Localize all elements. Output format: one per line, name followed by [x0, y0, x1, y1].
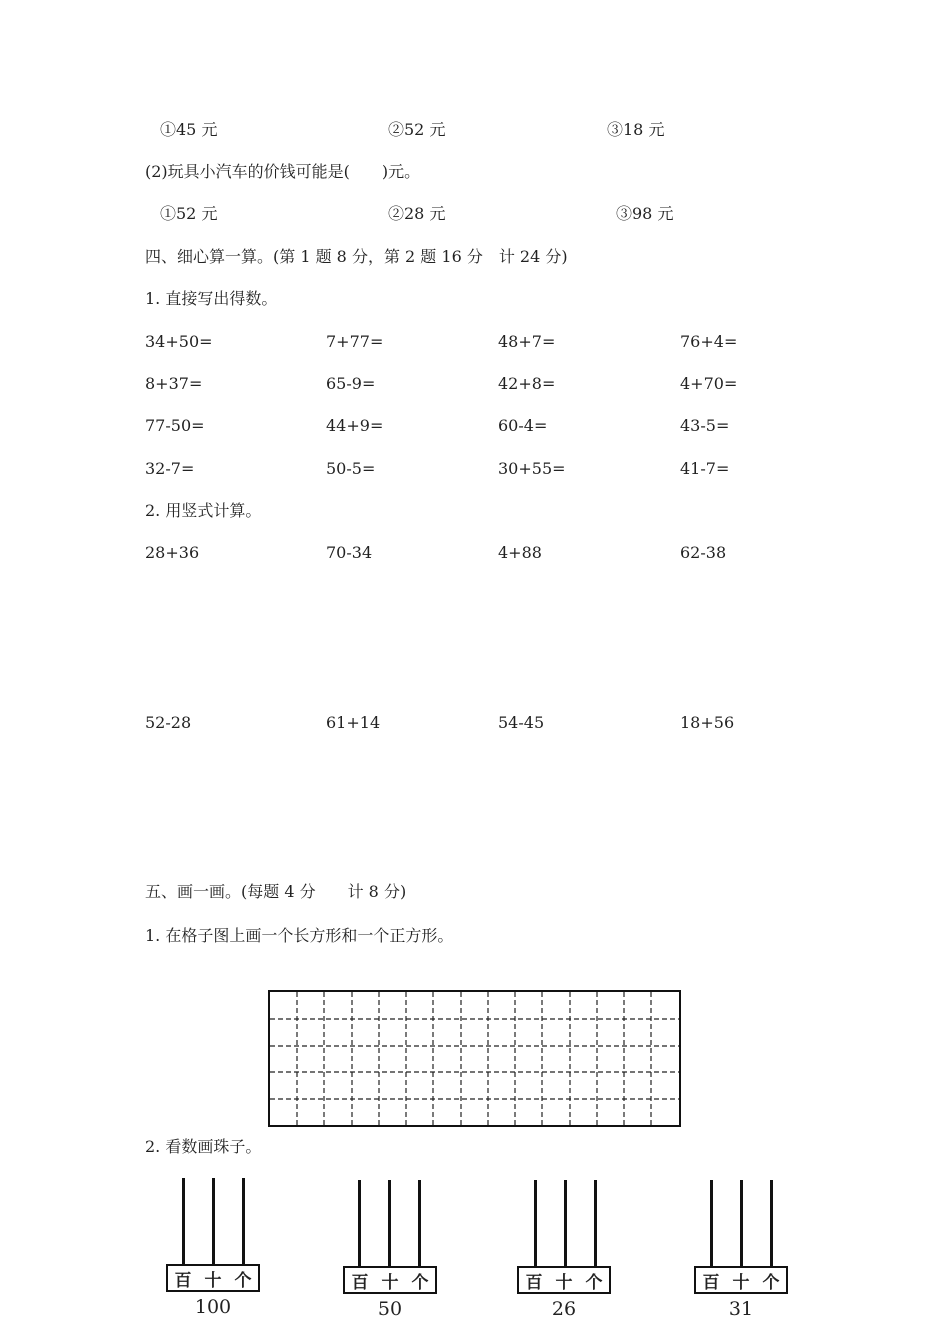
label-tens: 十 — [555, 1272, 573, 1293]
abacus-number: 100 — [194, 1296, 232, 1318]
calc-item: 34+50= — [145, 332, 213, 351]
calc-item: 41-7= — [680, 459, 730, 478]
q3-1-option-2: ②52 元 — [388, 120, 446, 139]
label-tens: 十 — [204, 1270, 222, 1291]
abacus-number: 26 — [551, 1298, 577, 1320]
label-tens: 十 — [732, 1272, 750, 1293]
s4-q2-title: 2. 用竖式计算。 — [145, 501, 262, 520]
q3-2-prompt: (2)玩具小汽车的价钱可能是( )元。 — [145, 162, 421, 181]
abacus-50[interactable] — [337, 1180, 437, 1330]
abacus-rod — [182, 1178, 185, 1266]
s5-q2-title: 2. 看数画珠子。 — [145, 1137, 262, 1156]
vertical-calc-item: 62-38 — [680, 543, 727, 562]
label-ones: 个 — [234, 1270, 252, 1291]
abacus-100[interactable] — [160, 1178, 260, 1328]
abacus-base — [166, 1264, 260, 1292]
abacus-base — [343, 1266, 437, 1294]
calc-item: 48+7= — [498, 332, 556, 351]
s4-q1-title: 1. 直接写出得数。 — [145, 289, 278, 308]
calc-item: 76+4= — [680, 332, 738, 351]
calc-item: 42+8= — [498, 374, 556, 393]
dashed-grid-lines — [270, 992, 679, 1125]
calc-item: 43-5= — [680, 416, 730, 435]
abacus-rod — [388, 1180, 391, 1268]
vertical-calc-item: 70-34 — [326, 543, 373, 562]
label-hundreds: 百 — [525, 1272, 543, 1293]
calc-item: 77-50= — [145, 416, 205, 435]
calc-item: 30+55= — [498, 459, 566, 478]
abacus-31[interactable] — [688, 1180, 788, 1330]
vertical-calc-item: 61+14 — [326, 713, 381, 732]
q3-1-option-1: ①45 元 — [160, 120, 218, 139]
label-tens: 十 — [381, 1272, 399, 1293]
abacus-rod — [358, 1180, 361, 1268]
vertical-calc-item: 4+88 — [498, 543, 542, 562]
label-hundreds: 百 — [351, 1272, 369, 1293]
calc-item: 44+9= — [326, 416, 384, 435]
label-ones: 个 — [411, 1272, 429, 1293]
calc-item: 50-5= — [326, 459, 376, 478]
label-hundreds: 百 — [174, 1270, 192, 1291]
calc-item: 4+70= — [680, 374, 738, 393]
abacus-rod — [212, 1178, 215, 1266]
label-hundreds: 百 — [702, 1272, 720, 1293]
drawing-grid[interactable] — [268, 990, 681, 1127]
q3-2-option-1: ①52 元 — [160, 204, 218, 223]
abacus-rod — [594, 1180, 597, 1268]
vertical-calc-item: 28+36 — [145, 543, 200, 562]
vertical-calc-item: 52-28 — [145, 713, 192, 732]
abacus-26[interactable] — [511, 1180, 611, 1330]
abacus-rod — [242, 1178, 245, 1266]
abacus-base — [694, 1266, 788, 1294]
s5-q1-title: 1. 在格子图上画一个长方形和一个正方形。 — [145, 926, 454, 945]
abacus-number: 31 — [728, 1298, 754, 1320]
abacus-rod — [770, 1180, 773, 1268]
abacus-rod — [564, 1180, 567, 1268]
section4-title: 四、细心算一算。(第 1 题 8 分，第 2 题 16 分 计 24 分) — [145, 247, 568, 266]
abacus-rod — [534, 1180, 537, 1268]
abacus-rod — [418, 1180, 421, 1268]
label-ones: 个 — [762, 1272, 780, 1293]
abacus-base — [517, 1266, 611, 1294]
calc-item: 60-4= — [498, 416, 548, 435]
calc-item: 8+37= — [145, 374, 203, 393]
abacus-rod — [740, 1180, 743, 1268]
abacus-rod — [710, 1180, 713, 1268]
q3-1-option-3: ③18 元 — [607, 120, 665, 139]
q3-2-option-3: ③98 元 — [616, 204, 674, 223]
label-ones: 个 — [585, 1272, 603, 1293]
calc-item: 65-9= — [326, 374, 376, 393]
vertical-calc-item: 18+56 — [680, 713, 735, 732]
abacus-number: 50 — [377, 1298, 403, 1320]
calc-item: 32-7= — [145, 459, 195, 478]
vertical-calc-item: 54-45 — [498, 713, 545, 732]
section5-title: 五、画一画。(每题 4 分 计 8 分) — [145, 882, 407, 901]
q3-2-option-2: ②28 元 — [388, 204, 446, 223]
calc-item: 7+77= — [326, 332, 384, 351]
